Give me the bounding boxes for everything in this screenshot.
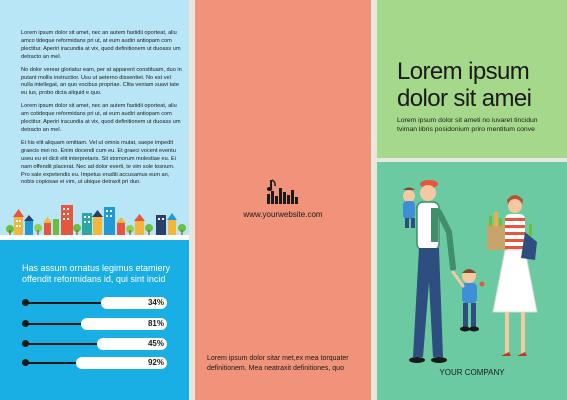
subtitle: Lorem ipsum dolor sit ameti no iuvaret tincidun tviman libris posidonium priro mentitum conve bbox=[397, 117, 538, 133]
bar-marker-icon bbox=[22, 320, 29, 327]
town-illustration-icon bbox=[0, 195, 189, 240]
left-panel bbox=[0, 0, 189, 400]
page-title: Lorem ipsum dolor sit amei bbox=[397, 58, 532, 112]
family-section bbox=[377, 162, 567, 400]
bar-fill bbox=[76, 357, 167, 369]
paragraph: Ei his elit aliquam omittam. Vel ut omnis mutat, saepe impedit graecis mei no. Enim docendi cum eu. Et graeci vocent eventu useu eu et dicit elit interpretaris. Sit stomorum molestiae eu. Ei nam offendit placerat. Nec ad dolor everti, te vim sole tosnum. Pro sale expetendis eu. Impetus eruditi accusamus eum an, nobis copiosae ei vim, ut ubique detraxit pri duo. bbox=[21, 139, 176, 186]
stat-bar bbox=[22, 297, 167, 309]
stats-heading: Has assum ornatus legimus etamiery offendit reformidans id, qui sint incid bbox=[22, 263, 171, 284]
bar-fill bbox=[101, 297, 167, 309]
website-link[interactable]: www.yourwebsite.com bbox=[243, 210, 323, 219]
paragraph: No dolor verear gloriatur eam, per at apparent constituam, duo in putant mollis instructior. Usu ut aeterno dissentiet. No est vel nulla intellegat, an quo vocibus propriae. Clita veniam suavi tate eu ius, probo dicta aliquid e quo. bbox=[21, 66, 182, 97]
middle-footer-text: Lorem ipsum dolor sitar met,ex mea torquater definitionem. Mea neatraxit definitiones, quo bbox=[207, 355, 349, 372]
company-name: YOUR COMPANY bbox=[439, 368, 505, 377]
stat-value: 92% bbox=[147, 358, 164, 367]
bar-marker-icon bbox=[22, 359, 29, 366]
family-illustration-icon bbox=[383, 172, 563, 372]
stat-bar bbox=[22, 318, 167, 330]
stat-value: 45% bbox=[147, 339, 164, 348]
middle-panel bbox=[195, 0, 371, 400]
paragraph: Lorem ipsum dolor sit amet, nec an autem fastidii oporteat, aliu amco tideque reformidans pri ut, at eum audiri antiopam com plectitur. Aperiri iracundia at vix, quod definitionem ut duoass um detracto an mel. bbox=[21, 30, 181, 60]
body-text bbox=[21, 30, 183, 192]
paragraph: Lorem ipsum dolor sit amet, nec an autem fastidii oporteat, aliu am cotideque reformidans pri ut, at eum audiri antiopam com plectitur. Aperiri iracundia at vix, quod definitionem ut duoass um detracto an mel. bbox=[21, 103, 181, 133]
bar-marker-icon bbox=[22, 299, 29, 306]
bar-fill bbox=[81, 318, 167, 330]
stat-value: 34% bbox=[147, 298, 164, 307]
stat-value: 81% bbox=[147, 319, 164, 328]
left-panel-top bbox=[0, 0, 189, 238]
bar-marker-icon bbox=[22, 340, 29, 347]
music-equalizer-logo-icon bbox=[267, 178, 299, 204]
right-panel bbox=[377, 0, 567, 400]
stat-bar bbox=[22, 338, 167, 350]
title-section bbox=[377, 0, 567, 158]
bar-fill bbox=[97, 338, 167, 350]
stats-section bbox=[0, 240, 189, 400]
stat-bar bbox=[22, 357, 167, 369]
